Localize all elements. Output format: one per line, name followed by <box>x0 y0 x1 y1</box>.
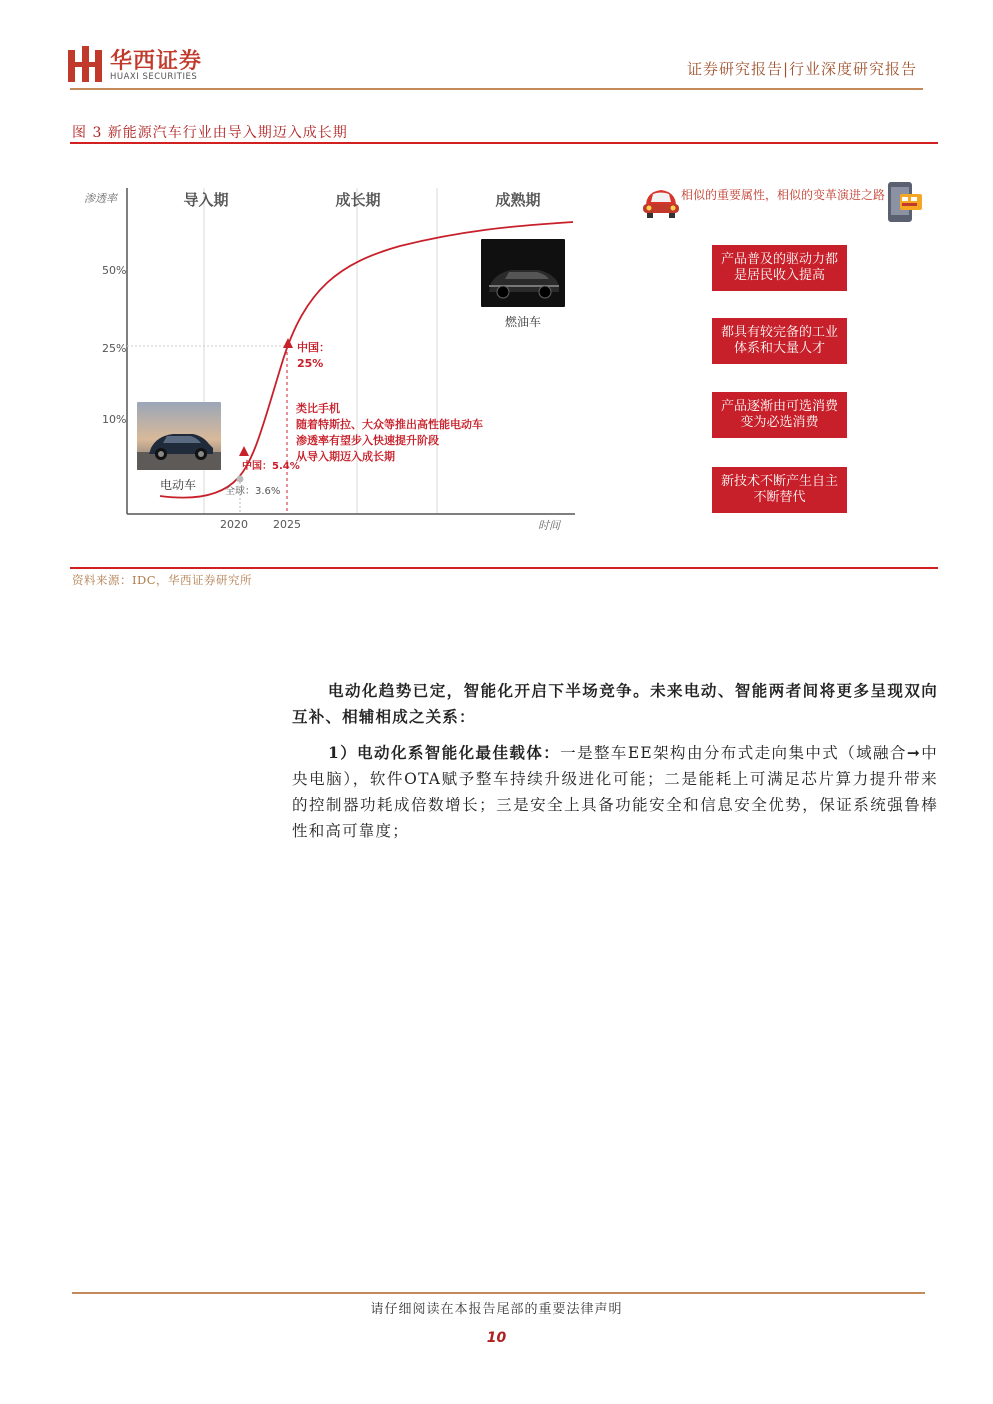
logo-text-cn: 华西证券 <box>110 48 203 74</box>
marker-label-global: 全球：3.6% <box>225 486 281 497</box>
paragraph-1-text: 电动化趋势已定，智能化开启下半场竞争。未来电动、智能两者间将更多呈现双向互补、相辅相成之关系： <box>292 681 938 726</box>
logo-text-en: HUAXI SECURITIES <box>110 72 198 82</box>
attribute-box: 都具有较完备的工业体系和大量人才 <box>712 318 847 364</box>
footer-divider <box>72 1292 925 1294</box>
phone-icon <box>886 180 924 224</box>
attribute-box: 新技术不断产生自主不断替代 <box>712 467 847 513</box>
phase-label: 成长期 <box>335 191 381 209</box>
body-paragraph-1 <box>292 678 938 730</box>
attribute-box: 产品普及的驱动力都是居民收入提高 <box>712 245 847 291</box>
annotation-line: 随着特斯拉、大众等推出高性能电动车 <box>296 418 483 431</box>
electric-car-photo <box>137 402 221 470</box>
marker-china-2020 <box>239 446 249 456</box>
body-paragraph-2 <box>292 740 938 844</box>
ev-photo-label: 电动车 <box>159 478 197 492</box>
x-axis-label: 时间 <box>538 519 560 532</box>
y-tick-label: 10% <box>102 413 127 426</box>
panel-tagline: 相似的重要属性，相似的变革演进之路 <box>681 188 886 202</box>
marker-label-china-2020: 中国：5.4% <box>242 461 300 472</box>
figure-caption: 图 3 新能源汽车行业由导入期迈入成长期 <box>72 125 348 141</box>
y-tick-label: 50% <box>102 264 127 277</box>
page-number: 10 <box>486 1330 507 1346</box>
annotation-line: 渗透率有望步入快速提升阶段 <box>296 434 439 447</box>
huaxi-logo-icon <box>68 46 102 82</box>
figure-top-rule <box>70 142 938 144</box>
header-divider <box>70 88 923 90</box>
marker-label-china-2025-value: 25% <box>297 357 324 370</box>
figure-source: 资料来源：IDC，华西证券研究所 <box>72 573 253 587</box>
marker-global <box>237 476 244 483</box>
penetration-chart <box>70 178 590 538</box>
annotation-line: 从导入期迈入成长期 <box>296 450 395 463</box>
car-icon <box>640 180 682 222</box>
attribute-box: 产品逐渐由可选消费变为必选消费 <box>712 392 847 438</box>
x-tick-label: 2025 <box>273 518 301 531</box>
legal-notice: 请仔细阅读在本报告尾部的重要法律声明 <box>370 1302 623 1317</box>
phase-label: 成熟期 <box>495 191 541 209</box>
gas-car-photo <box>481 239 565 307</box>
annotation-line: 类比手机 <box>296 402 340 415</box>
y-axis-label: 渗透率 <box>84 192 117 205</box>
x-tick-label: 2020 <box>220 518 248 531</box>
phase-label: 导入期 <box>183 191 229 209</box>
report-type: 证券研究报告|行业深度研究报告 <box>686 60 917 78</box>
marker-label-china-2025: 中国： <box>297 341 330 354</box>
figure-bottom-rule <box>70 567 938 569</box>
ice-photo-label: 燃油车 <box>504 315 542 329</box>
paragraph-2-title: 1）电动化系智能化最佳载体： <box>328 743 561 762</box>
marker-china-2025 <box>283 338 293 348</box>
y-tick-label: 25% <box>102 342 127 355</box>
paragraph-2-text: 一是整车EE架构由分布式走向集中式（域融合➞中央电脑），软件OTA赋予整车持续升级进化可能；二是能耗上可满足芯片算力提升带来的控制器功耗成倍数增长；三是安全上具备功能安全和信息安全优势，保证系统强鲁棒性和高可靠度； <box>292 744 939 840</box>
